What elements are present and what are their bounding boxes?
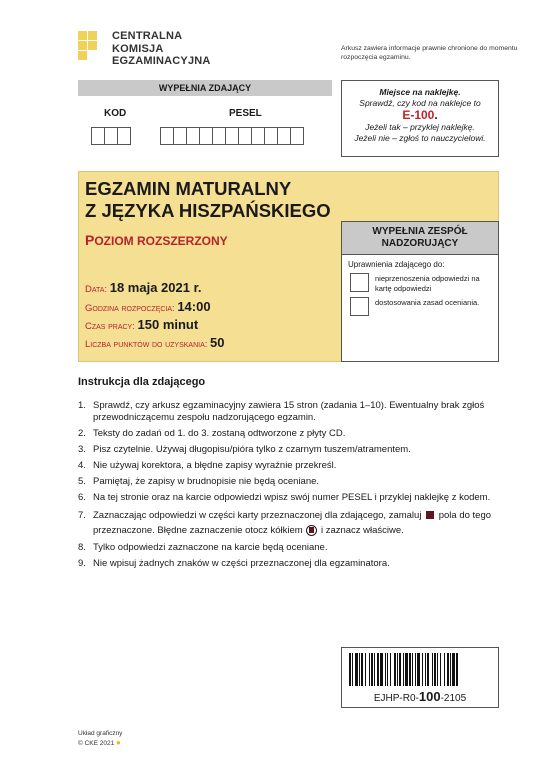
- level-initial: P: [85, 232, 95, 248]
- instructions-title: Instrukcja dla zdającego: [78, 376, 206, 388]
- instruction-text: Tylko odpowiedzi zaznaczone na karcie będą oceniane.: [93, 542, 328, 553]
- legal-notice: Arkusz zawiera informacje prawnie chronione do momentu rozpoczęcia egzaminu.: [341, 45, 518, 61]
- start-label: Godzina rozpoczęcia:: [85, 303, 178, 314]
- circled-square-icon: [306, 525, 317, 536]
- instruction-text-part: Zaznaczając odpowiedzi w części karty przeznaczonej dla zdającego, zamaluj: [93, 510, 422, 521]
- footer-line-1: Układ graficzny: [78, 730, 123, 737]
- exam-points: [85, 335, 225, 350]
- pesel-field[interactable]: [160, 127, 303, 145]
- digit-cell[interactable]: [117, 127, 131, 145]
- supervisor-title-1: WYPEŁNIA ZESPÓŁ: [372, 226, 468, 237]
- instruction-item: [78, 400, 518, 424]
- duration-label: Czas pracy:: [85, 321, 138, 332]
- logo-line-1: CENTRALNA: [112, 30, 183, 42]
- points-value: 50: [210, 335, 225, 350]
- instruction-item: [78, 492, 518, 504]
- pesel-label: PESEL: [229, 108, 262, 119]
- start-value: 14:00: [177, 299, 211, 314]
- option-no-transfer-checkbox[interactable]: [350, 273, 369, 292]
- digit-cell[interactable]: [251, 127, 265, 145]
- footer: [78, 729, 122, 748]
- exam-date: [85, 280, 202, 295]
- instruction-text: [93, 508, 518, 538]
- instruction-item: [78, 558, 518, 570]
- kod-field[interactable]: [91, 127, 130, 145]
- barcode-icon: [349, 653, 491, 686]
- exam-start: [85, 299, 211, 314]
- instruction-item: [78, 460, 518, 472]
- filled-square-icon: [426, 511, 434, 519]
- instruction-text: Nie używaj korektora, a błędne zapisy wyraźnie przekreśl.: [93, 460, 337, 471]
- barcode-text: [341, 689, 499, 704]
- digit-cell[interactable]: [225, 127, 239, 145]
- instruction-num: 9.: [78, 558, 86, 569]
- barcode-number: 100: [418, 689, 441, 704]
- date-value: 18 maja 2021 r.: [109, 280, 202, 295]
- barcode-prefix: EJHP-R0-: [373, 693, 419, 704]
- digit-cell[interactable]: [212, 127, 226, 145]
- instruction-num: 5.: [78, 476, 86, 487]
- digit-cell[interactable]: [290, 127, 304, 145]
- digit-cell[interactable]: [186, 127, 200, 145]
- exam-title: [85, 178, 331, 222]
- cke-logo-mark: [78, 31, 104, 61]
- instruction-text: Sprawdź, czy arkusz egzaminacyjny zawiera 15 stron (zadania 1–10). Ewentualny brak zgłoś przewodniczącemu zespołu nadzorującego egzamin.: [93, 400, 485, 423]
- sticker-line-3: Jeżeli nie – zgłoś to nauczycielowi.: [354, 132, 486, 143]
- date-label: Data:: [85, 284, 110, 295]
- instruction-num: 8.: [78, 542, 86, 553]
- digit-cell[interactable]: [104, 127, 118, 145]
- instruction-num: 7.: [78, 510, 86, 521]
- instruction-text: Pamiętaj, że zapisy w brudnopisie nie będą oceniane.: [93, 476, 320, 487]
- sticker-line-1: Sprawdź, czy kod na naklejce to: [359, 97, 481, 108]
- instruction-text-part: pola do tego przeznaczone. Błędne zaznaczenie otocz kółkiem: [93, 510, 492, 536]
- cke-logo: [78, 30, 211, 68]
- digit-cell[interactable]: [277, 127, 291, 145]
- exam-title-line-1: EGZAMIN MATURALNY: [85, 178, 292, 199]
- logo-line-2: KOMISJA: [112, 42, 164, 55]
- points-label: Liczba punktów do uzyskania:: [85, 339, 211, 350]
- option-adjusted-grading-label: dostosowania zasad oceniania.: [375, 298, 480, 307]
- instruction-item: [78, 476, 518, 488]
- option-adjusted-grading-checkbox[interactable]: [350, 297, 369, 316]
- supervisor-subtitle: Uprawnienia zdającego do:: [348, 260, 445, 269]
- logo-text: [112, 30, 211, 68]
- instruction-num: 3.: [78, 444, 86, 455]
- option-adjusted-grading: [350, 297, 493, 316]
- exam-title-line-2: Z JĘZYKA HISZPAŃSKIEGO: [85, 200, 331, 221]
- footer-line-2: © CKE 2021: [78, 740, 115, 747]
- digit-cell[interactable]: [264, 127, 278, 145]
- option-no-transfer-label: nieprzenoszenia odpowiedzi na kartę odpowiedzi: [375, 274, 480, 293]
- cke-dot-icon: ●: [116, 738, 121, 747]
- instruction-item: [78, 428, 518, 440]
- level-rest: OZIOM ROZSZERZONY: [94, 234, 228, 248]
- sticker-code: E-100: [402, 108, 435, 122]
- instruction-text-part: i zaznacz właściwe.: [320, 525, 404, 536]
- supervisor-title-2: NADZORUJĄCY: [381, 238, 459, 249]
- candidate-section-header: WYPEŁNIA ZDAJĄCY: [78, 80, 332, 96]
- digit-cell[interactable]: [91, 127, 105, 145]
- instruction-num: 4.: [78, 460, 86, 471]
- instruction-text: Pisz czytelnie. Używaj długopisu/pióra tylko z czarnym tuszem/atramentem.: [93, 444, 411, 455]
- sticker-line-2: Jeżeli tak – przyklej naklejkę.: [365, 122, 475, 132]
- instruction-text: Na tej stronie oraz na karcie odpowiedzi wpisz swój numer PESEL i przyklej naklejkę z kodem.: [93, 492, 491, 503]
- instruction-item: [78, 508, 518, 538]
- logo-line-3: EGZAMINACYJNA: [112, 55, 211, 67]
- instruction-item: [78, 542, 518, 554]
- instruction-item: [78, 444, 518, 456]
- kod-label: KOD: [104, 108, 127, 119]
- sticker-code-period: .: [434, 108, 438, 122]
- instruction-num: 1.: [78, 400, 86, 411]
- instruction-num: 2.: [78, 428, 86, 439]
- digit-cell[interactable]: [173, 127, 187, 145]
- barcode-suffix: -2105: [440, 693, 467, 704]
- duration-value: 150 minut: [137, 317, 199, 332]
- supervisor-header: [342, 222, 498, 255]
- digit-cell[interactable]: [199, 127, 213, 145]
- instruction-text: Nie wpisuj żadnych znaków w części przeznaczonej dla egzaminatora.: [93, 558, 390, 569]
- option-no-transfer: [350, 273, 493, 293]
- instruction-text: Teksty do zadań od 1. do 3. zostaną odtworzone z płyty CD.: [93, 428, 346, 439]
- instruction-num: 6.: [78, 492, 86, 503]
- exam-level: [85, 232, 228, 248]
- supervisor-box: [341, 221, 499, 362]
- digit-cell[interactable]: [238, 127, 252, 145]
- sticker-area: [341, 80, 499, 157]
- instructions-list: [78, 400, 518, 574]
- digit-cell[interactable]: [160, 127, 174, 145]
- exam-duration: [85, 317, 198, 332]
- sticker-title: Miejsce na naklejkę.: [379, 87, 461, 97]
